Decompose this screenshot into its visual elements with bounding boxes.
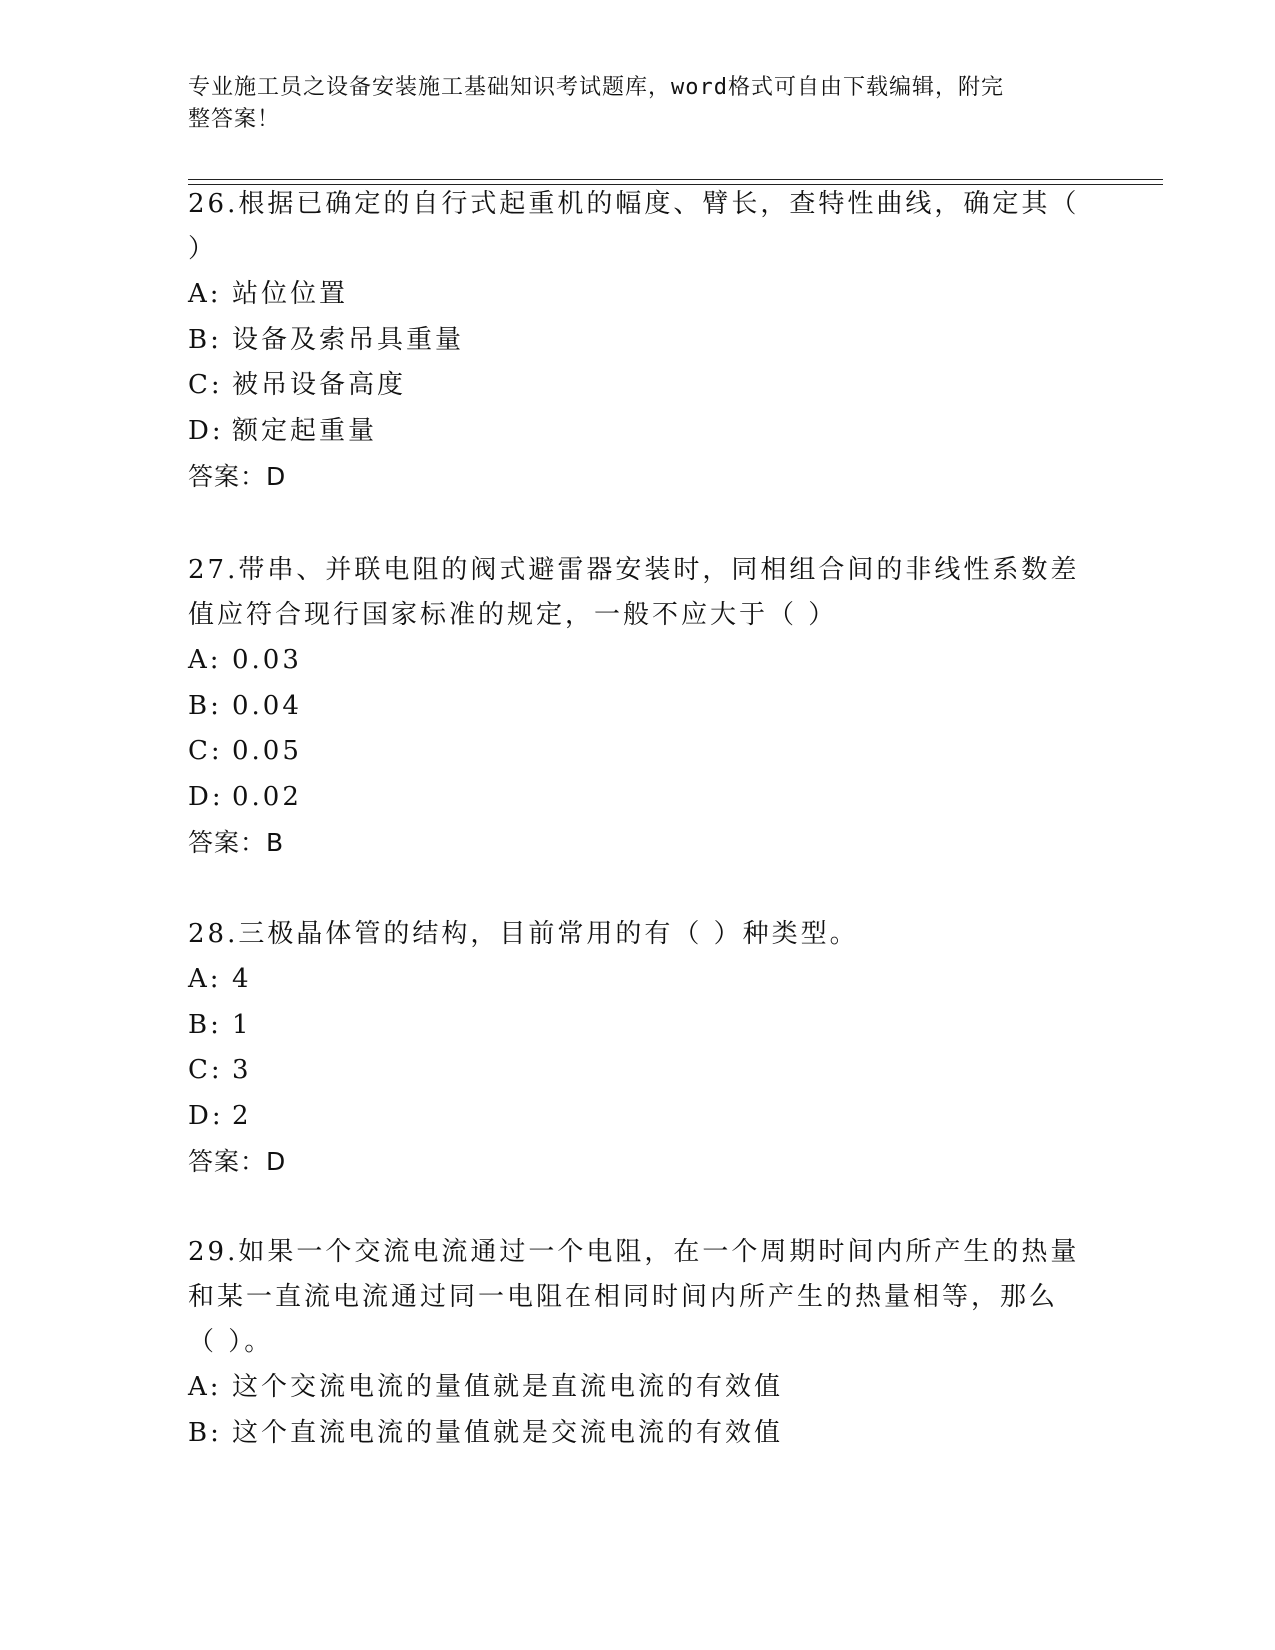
question-stem-line: 和某一直流电流通过同一电阻在相同时间内所产生的热量相等，那么 — [188, 1282, 1059, 1312]
option-c — [188, 729, 1088, 775]
option-d — [188, 409, 1088, 455]
option-b — [188, 1003, 1088, 1049]
answer-line: 答案：D — [188, 1147, 287, 1176]
option-text: 额定起重量 — [232, 415, 378, 446]
option-letter: B: — [188, 690, 222, 721]
option-text: 设备及索吊具重量 — [232, 324, 465, 355]
question-stem-line: ） — [188, 234, 218, 264]
option-text: 4 — [232, 964, 252, 994]
question-stem — [188, 548, 1088, 638]
question-stem-line: 28.三极晶体管的结构，目前常用的有（ ）种类型。 — [188, 919, 859, 949]
header-divider — [188, 179, 1163, 180]
option-text: 被吊设备高度 — [232, 370, 407, 400]
option-text: 1 — [232, 1009, 252, 1040]
option-b — [188, 318, 1088, 364]
option-a — [188, 638, 1088, 684]
option-letter: B: — [188, 1009, 222, 1040]
option-c — [188, 363, 1088, 409]
option-text: 0.03 — [232, 645, 302, 675]
answer-line: 答案：B — [188, 828, 285, 857]
question-stem-line: 值应符合现行国家标准的规定，一般不应大于（ ） — [188, 600, 838, 630]
document-header — [188, 72, 1088, 136]
header-line: 整答案！ — [188, 107, 281, 132]
option-letter: C: — [188, 736, 223, 766]
option-letter: A: — [188, 1372, 222, 1402]
option-b — [188, 684, 1088, 730]
question-stem-line: 29.如果一个交流电流通过一个电阻，在一个周期时间内所产生的热量 — [188, 1237, 1080, 1267]
option-text: 0.02 — [232, 781, 302, 812]
option-text: 3 — [232, 1055, 252, 1085]
option-b — [188, 1411, 1088, 1457]
option-letter: B: — [188, 324, 222, 355]
option-letter: C: — [188, 1055, 223, 1085]
option-letter: A: — [188, 279, 222, 309]
question-stem-line: （ ）。 — [188, 1327, 274, 1357]
option-letter: D: — [188, 1100, 224, 1131]
question-28 — [188, 912, 1088, 1184]
option-a — [188, 957, 1088, 1003]
option-d — [188, 775, 1088, 821]
option-text: 2 — [232, 1100, 252, 1131]
option-text: 站位位置 — [232, 279, 349, 309]
question-stem-line: 27.带串、并联电阻的阀式避雷器安装时，同相组合间的非线性系数差 — [188, 555, 1080, 585]
option-letter: A: — [188, 645, 222, 675]
question-stem — [188, 912, 1088, 957]
answer-line: 答案：D — [188, 462, 287, 491]
option-a — [188, 272, 1088, 318]
option-a — [188, 1365, 1088, 1411]
option-c — [188, 1048, 1088, 1094]
option-letter: A: — [188, 964, 222, 994]
question-29 — [188, 1230, 1088, 1456]
option-letter: B: — [188, 1417, 222, 1448]
option-d — [188, 1094, 1088, 1140]
option-text: 这个直流电流的量值就是交流电流的有效值 — [232, 1417, 784, 1448]
question-26 — [188, 182, 1088, 499]
header-line: 专业施工员之设备安装施工基础知识考试题库，word格式可自由下载编辑，附完 — [188, 75, 1004, 100]
option-letter: C: — [188, 370, 223, 400]
option-letter: D: — [188, 781, 224, 812]
question-stem — [188, 1230, 1088, 1365]
question-27 — [188, 548, 1088, 865]
question-stem-line: 26.根据已确定的自行式起重机的幅度、臂长，查特性曲线，确定其（ — [188, 189, 1080, 219]
option-text: 这个交流电流的量值就是直流电流的有效值 — [232, 1372, 784, 1402]
option-text: 0.05 — [232, 736, 302, 766]
option-letter: D: — [188, 415, 224, 446]
question-stem — [188, 182, 1088, 272]
option-text: 0.04 — [232, 690, 302, 721]
